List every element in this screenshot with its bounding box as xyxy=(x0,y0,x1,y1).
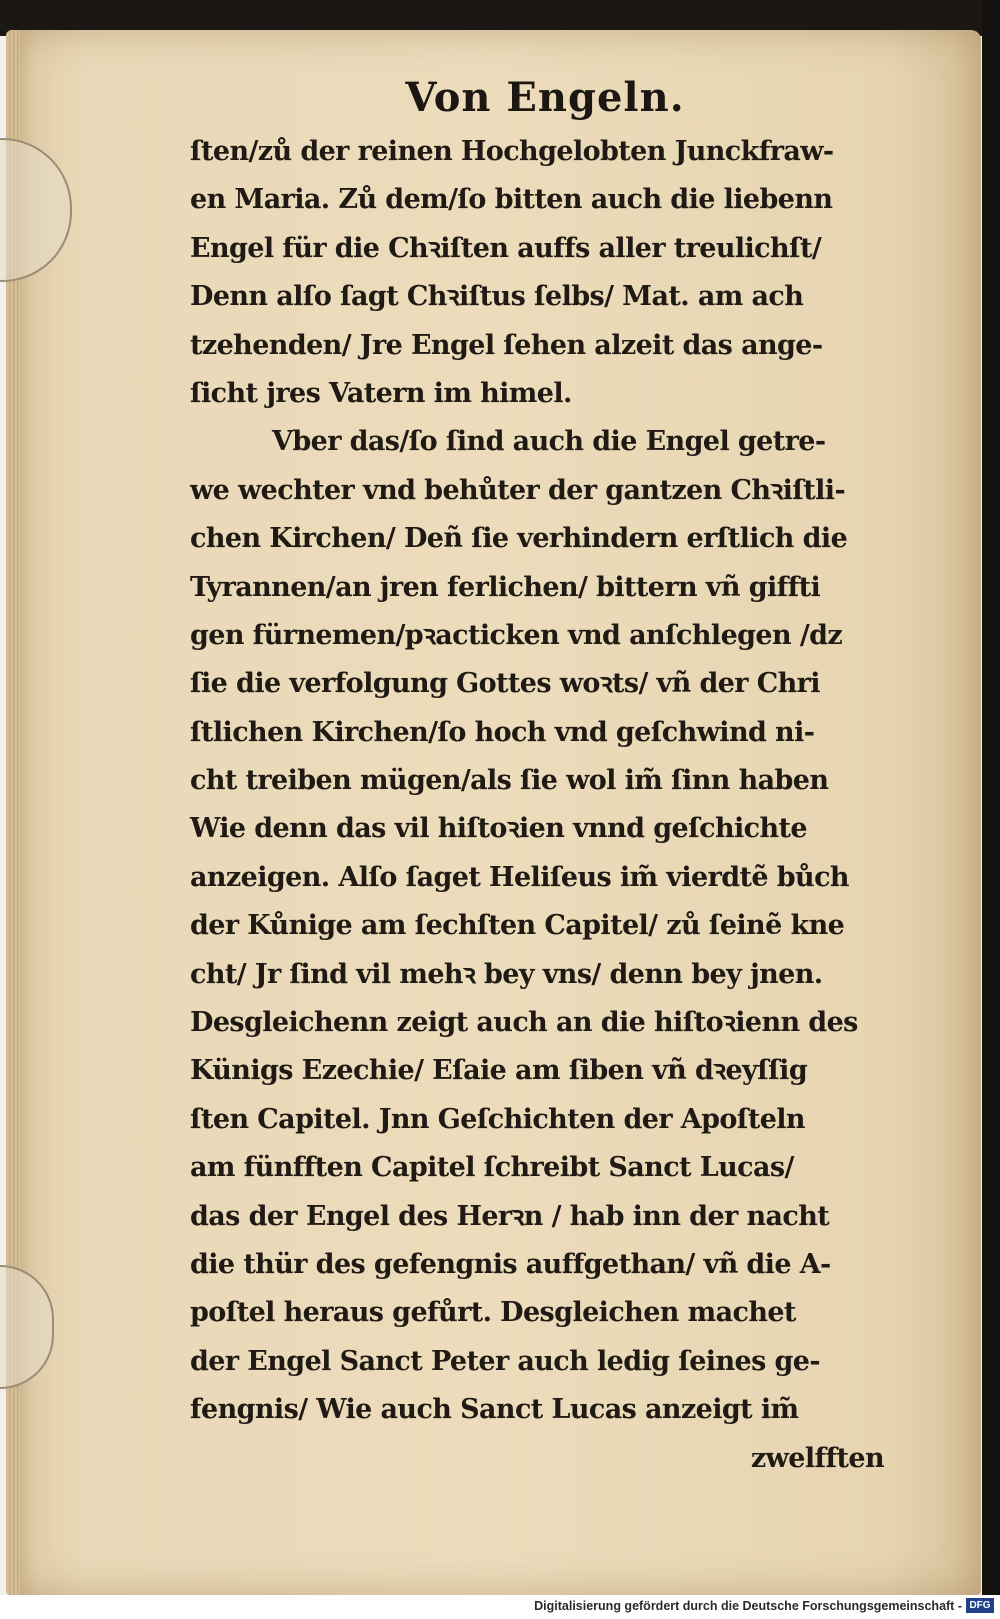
text-line: ſie die verfolgung Gottes woꝛts/ vñ der Chri xyxy=(190,668,820,700)
catchword: zwelfften xyxy=(750,1442,884,1474)
footer-credit: Digitalisierung gefördert durch die Deutsche Forschungsgemeinschaft - xyxy=(534,1599,962,1613)
text-line: die thür des gefengnis auffgethan/ vñ die A- xyxy=(190,1248,831,1280)
text-line: ſten/zů der reinen Hochgelobten Junckfraw- xyxy=(190,136,834,167)
text-line: Engel für die Chꝛiſten auffs aller treulichſt/ xyxy=(190,232,822,264)
text-line: der Kůnige am ſechſten Capitel/ zů ſeinẽ kne xyxy=(190,910,845,942)
running-head: Von Engeln. xyxy=(405,74,685,121)
text-line: Desgleichenn zeigt auch an die hiſtoꝛienn des xyxy=(190,1007,858,1039)
text-line: Vber das/ſo ſind auch die Engel getre- xyxy=(272,426,826,458)
scan-right-border xyxy=(982,0,1000,1619)
text-line: we wechter vnd behůter der gantzen Chꝛiſtli- xyxy=(190,474,846,506)
text-line: das der Engel des Herꝛn / hab inn der nacht xyxy=(190,1200,830,1232)
body-text xyxy=(190,128,910,1483)
text-line: anzeigen. Alſo ſaget Heliſeus im̃ vierdtẽ bůch xyxy=(190,861,849,893)
text-line: chen Kirchen/ Deñ ſie verhindern erſtlich die xyxy=(190,523,848,555)
text-line: ſtlichen Kirchen/ſo hoch vnd geſchwind ni- xyxy=(190,716,815,748)
text-line: Künigs Ezechie/ Eſaie am ſiben vñ dꝛeyſſig xyxy=(190,1055,808,1087)
text-line: Denn alſo ſagt Chꝛiſtus ſelbs/ Mat. am ach xyxy=(190,281,804,313)
text-line: Wie denn das vil hiſtoꝛien vnnd geſchichte xyxy=(190,813,807,845)
text-line: cht treiben mügen/als ſie wol im̃ ſinn haben xyxy=(190,765,829,797)
text-line: tzehenden/ Jre Engel ſehen alzeit das ange- xyxy=(190,329,823,361)
text-line: fengnis/ Wie auch Sanct Lucas anzeigt im̃ xyxy=(190,1394,799,1426)
text-line: en Maria. Zů dem/ſo bitten auch die liebenn xyxy=(190,184,833,216)
text-line: cht/ Jr ſind vil mehꝛ bey vns/ denn bey jnen. xyxy=(190,958,823,990)
text-line: am fünfften Capitel ſchreibt Sanct Lucas/ xyxy=(190,1152,794,1184)
text-line: poſtel heraus gefůrt. Desgleichen machet xyxy=(190,1297,796,1329)
text-line: gen fürnemen/pꝛacticken vnd anſchlegen /dz xyxy=(190,619,843,651)
text-line: Tyrannen/an jren ferlichen/ bittern vñ giffti xyxy=(190,571,821,603)
text-line: ſten Capitel. Jnn Geſchichten der Apoſteln xyxy=(190,1103,805,1135)
text-line: der Engel Sanct Peter auch ledig ſeines ge- xyxy=(190,1345,820,1377)
text-line: ſicht jres Vatern im himel. xyxy=(190,377,572,409)
dfg-logo: DFG xyxy=(966,1598,994,1613)
